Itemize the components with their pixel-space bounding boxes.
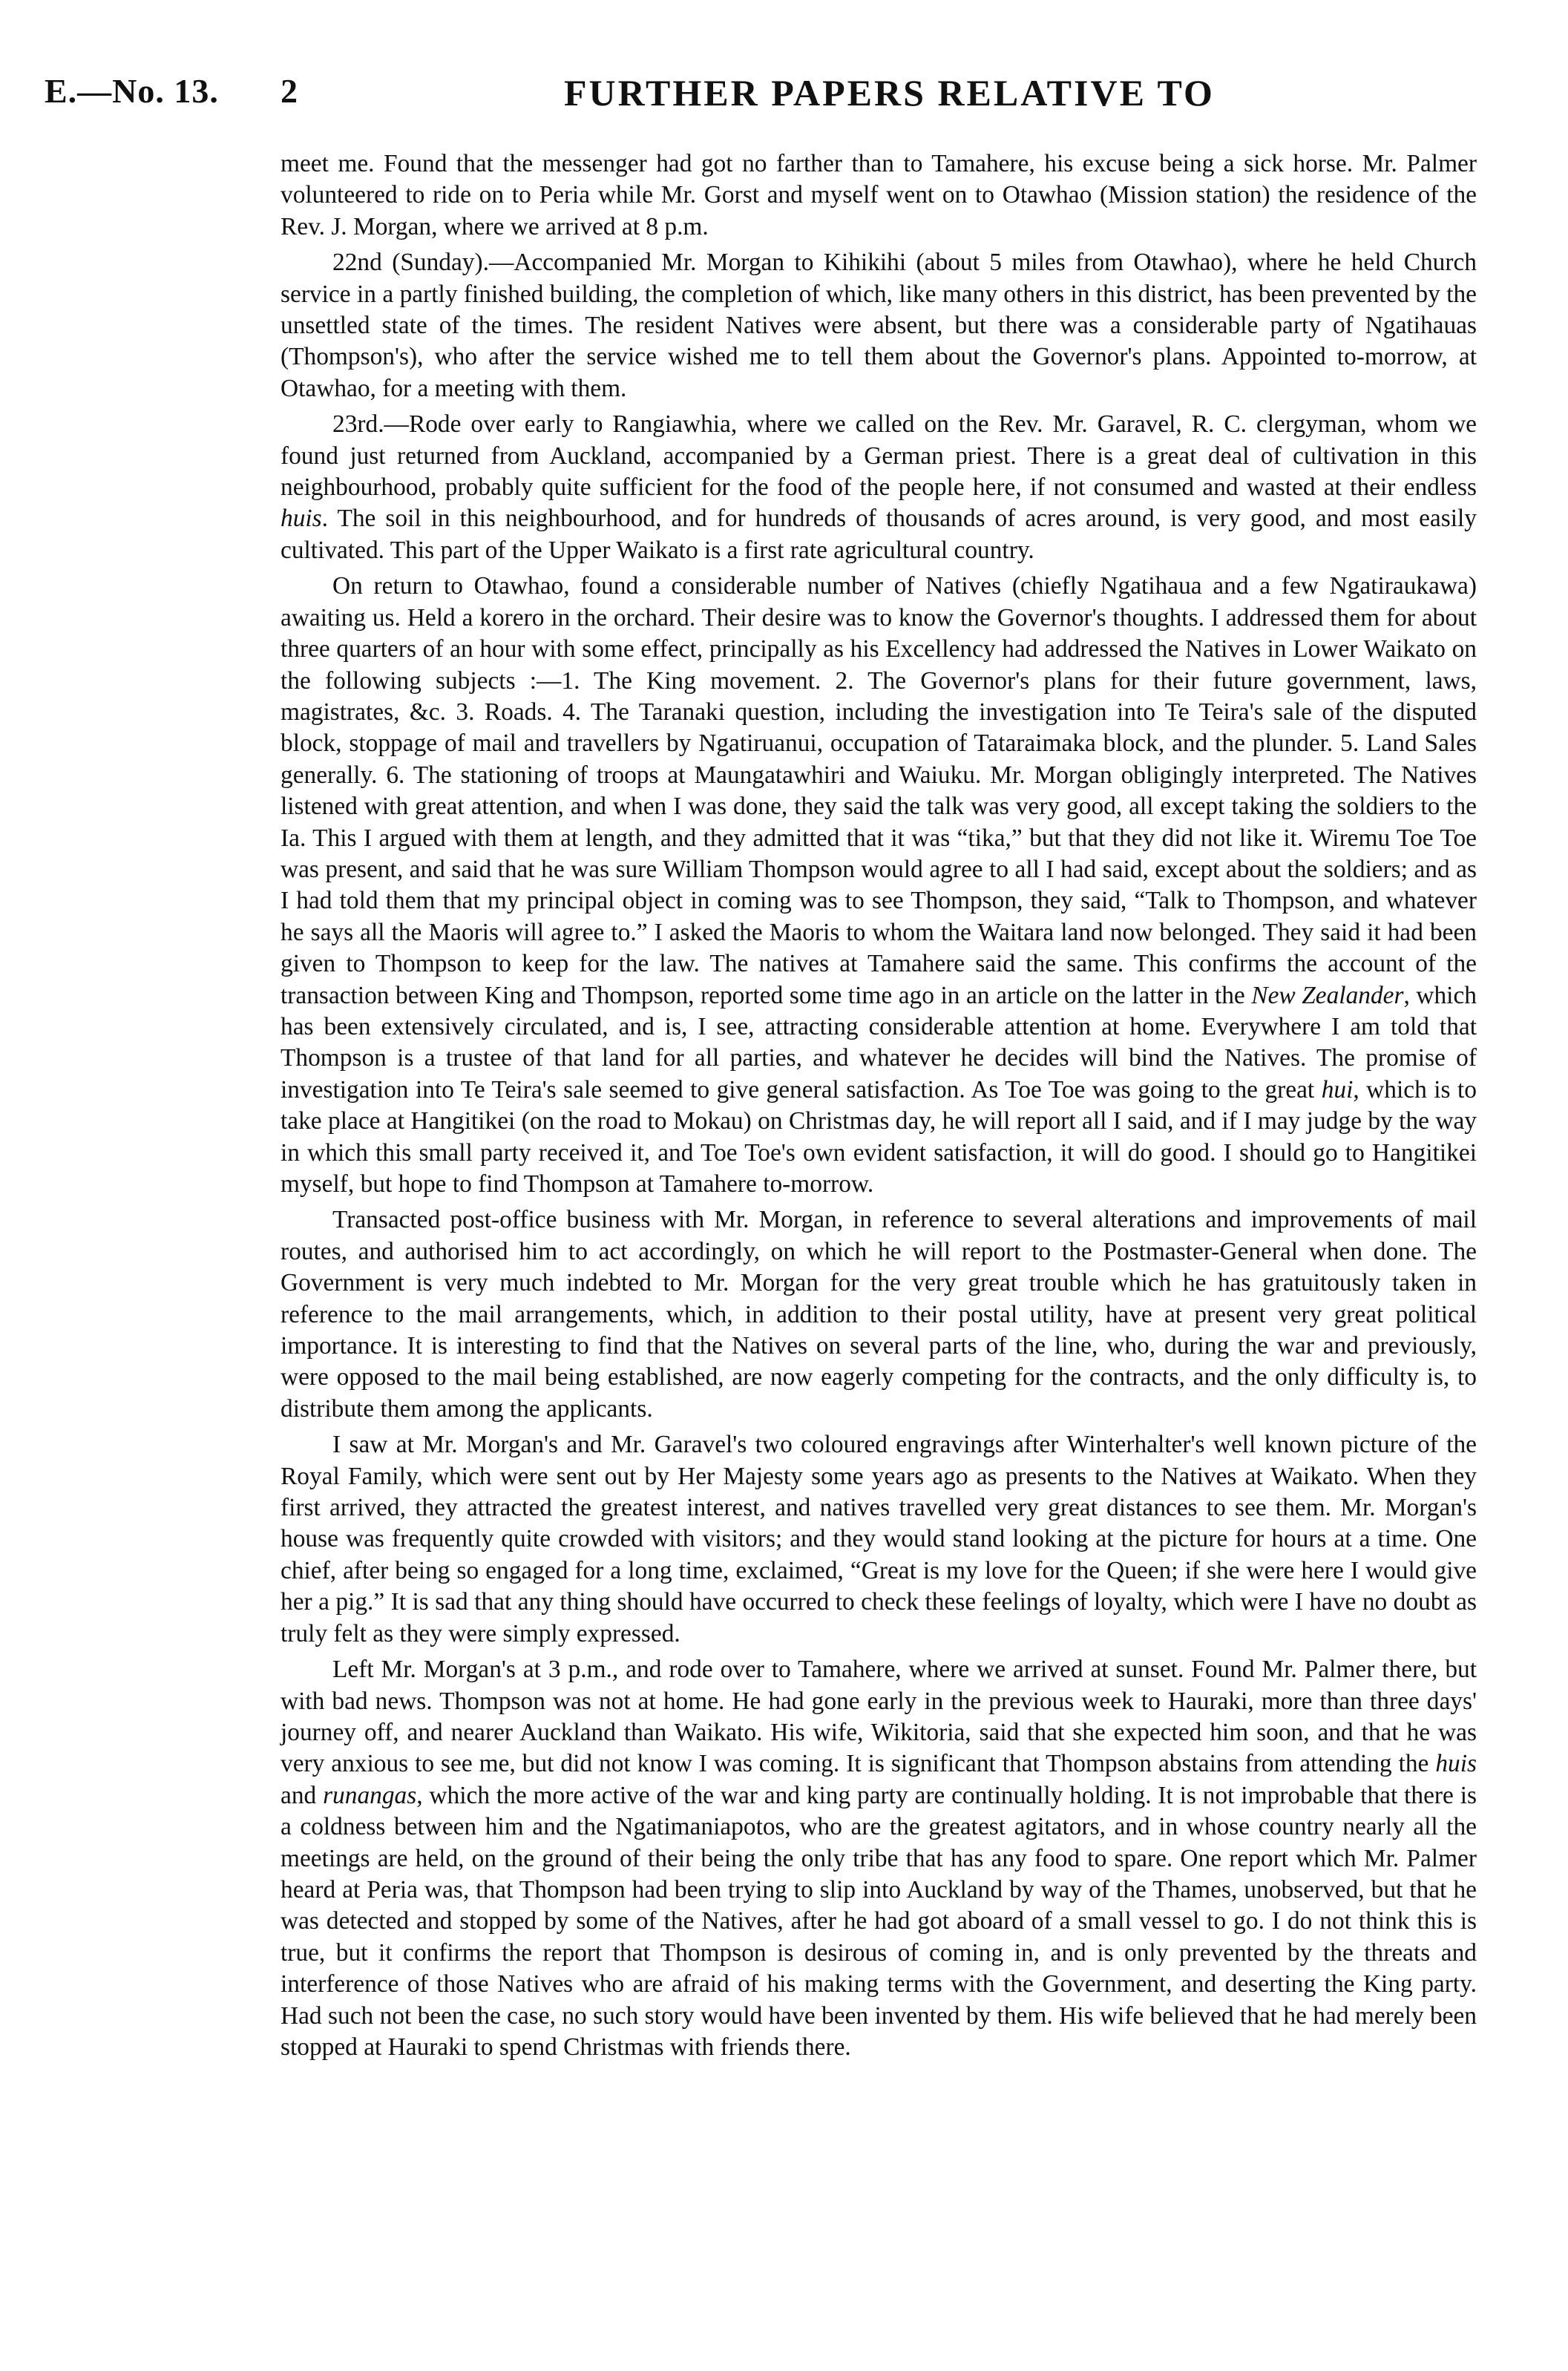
page-header <box>45 71 1521 131</box>
body-text <box>281 148 1477 2063</box>
italic-term: hui <box>1321 1075 1354 1103</box>
text-run: and <box>281 1781 324 1809</box>
paragraph <box>281 409 1477 566</box>
paragraph <box>281 571 1477 1200</box>
text-run: 23rd.—Rode over early to Rangiawhia, where we called on the Rev. Mr. Garavel, R. C. clergyman, whom we found just returned from Auckland, accompanied by a German priest. There is a great deal of cultivation in this neighbourhood, probably quite sufficient for the food of the people here, if not consumed and wasted at their endless <box>281 410 1477 502</box>
italic-term: New Zealander <box>1251 981 1404 1009</box>
paragraph <box>281 148 1477 243</box>
italic-term: runangas <box>323 1781 417 1809</box>
text-run: , which the more active of the war and king party are continually holding. It is not improbable that there is a coldness between him and the Ngatimaniapotos, who are the greatest agitators, and in whose country nearly all the meetings are held, on the ground of their being the only tribe that has any food to spare. One report which Mr. Palmer heard at Peria was, that Thompson had been trying to slip into Auckland by way of the Thames, unobserved, but that he was detected and stopped by some of the Natives, after he had got aboard of a small vessel to go. I do not think this is true, but it confirms the report that Thompson is desirous of coming in, and is only prevented by the threats and interference of those Natives who are afraid of his making terms with the Government, and deserting the King party. Had such not been the case, no such story would have been invented by them. His wife believed that he had merely been stopped at Hauraki to spend Christmas with friends there. <box>281 1781 1477 2061</box>
italic-term: huis <box>1435 1750 1477 1778</box>
text-run: I saw at Mr. Morgan's and Mr. Garavel's two coloured engravings after Winterhalter's well known picture of the Royal Family, which were sent out by Her Majesty some years ago as presents to the Natives at Waikato. When they first arrived, they attracted the greatest interest, and natives travelled very great distances to see them. Mr. Morgan's house was frequently quite crowded with visitors; and they would stand looking at the picture for hours at a time. One chief, after being so engaged for a long time, exclaimed, “Great is my love for the Queen; if she were here I would give her a pig.” It is sad that any thing should have occurred to check these feelings of loyalty, which were I have no doubt as truly felt as they were simply expressed. <box>281 1431 1477 1647</box>
text-run: , which has been extensively circulated, and is, I see, attracting considerable attention at home. Everywhere I am told that Thompson is a trustee of that land for all parties, and whatever he decides will bind the Natives. The promise of investigation into Te Teira's sale seemed to give general satisfaction. As Toe Toe was going to the great <box>281 981 1477 1103</box>
text-run: 22nd (Sunday).—Accompanied Mr. Morgan to Kihikihi (about 5 miles from Otawhao), where he held Church service in a partly finished building, the completion of which, like many others in this district, has been prevented by the unsettled state of the times. The resident Natives were absent, but there was a considerable party of Ngatihauas (Thompson's), who after the service wished me to tell them about the Governor's plans. Appointed to-morrow, at Otawhao, for a meeting with them. <box>281 249 1477 402</box>
paragraph <box>281 1204 1477 1425</box>
running-title: FURTHER PAPERS RELATIVE TO <box>564 72 1215 114</box>
text-run: On return to Otawhao, found a considerable number of Natives (chiefly Ngatihaua and a few Ngatiraukawa) awaiting us. Held a korero in the orchard. Their desire was to know the Governor's thoughts. I addressed them for about three quarters of an hour with some effect, principally as his Excellency had addressed the Natives in Lower Waikato on the following subjects :—1. The King movement. 2. The Governor's plans for their future government, laws, magistrates, &c. 3. Roads. 4. The Taranaki question, including the investigation into Te Teira's sale of the disputed block, stoppage of mail and travellers by Ngatiruanui, occupation of Tataraimaka block, and the plunder. 5. Land Sales generally. 6. The stationing of troops at Maungatawhiri and Waiuku. Mr. Morgan obligingly interpreted. The Natives listened with great attention, and when I was done, they said the talk was very good, all except taking the soldiers to the Ia. This I argued with them at length, and they admitted that it was “tika,” but that they did not like it. Wiremu Toe Toe was present, and said that he was sure William Thompson would agree to all I had said, except about the soldiers; and as I had told them that my principal object in coming was to see Thompson, they said, “Talk to Thompson, and whatever he says all the Maoris will agree to.” I asked the Maoris to whom the Waitara land now belonged. They said it had been given to Thompson to keep for the law. The natives at Tamahere said the same. This confirms the account of the transaction between King and Thompson, reported some time ago in an article on the latter in the <box>281 572 1477 1009</box>
paragraph <box>281 1654 1477 2063</box>
italic-term: huis <box>281 505 322 533</box>
text-run: meet me. Found that the messenger had got no farther than to Tamahere, his excuse being a sick horse. Mr. Palmer volunteered to ride on to Peria while Mr. Gorst and myself went on to Otawhao (Mission station) the residence of the Rev. J. Morgan, where we arrived at 8 p.m. <box>281 150 1477 240</box>
text-run: Left Mr. Morgan's at 3 p.m., and rode over to Tamahere, where we arrived at sunset. Found Mr. Palmer there, but with bad news. Thompson was not at home. He had gone early in the previous week to Hauraki, more than three days' journey off, and nearer Auckland than Waikato. His wife, Wikitoria, said that she expected him soon, and that he was very anxious to see me, but did not know I was coming. It is significant that Thompson abstains from attending the <box>281 1656 1477 1778</box>
paragraph <box>281 247 1477 404</box>
text-run: . The soil in this neighbourhood, and for hundreds of thousands of acres around, is very good, and most easily cultivated. This part of the Upper Waikato is a first rate agricultural country. <box>281 505 1477 564</box>
page-number: 2 <box>281 72 298 110</box>
text-run: , which is to take place at Hangitikei (on the road to Mokau) on Christmas day, he will report all I said, and if I may judge by the way in which this small party received it, and Toe Toe's own evident satisfaction, it will do good. I should go to Hangitikei myself, but hope to find Thompson at Tamahere to-morrow. <box>281 1075 1477 1198</box>
paragraph <box>281 1429 1477 1650</box>
text-run: Transacted post-office business with Mr. Morgan, in reference to several alterations and improvements of mail routes, and authorised him to act accordingly, on which he will report to the Postmaster-General when done. The Government is very much indebted to Mr. Morgan for the very great trouble which he has gratuitously taken in reference to the mail arrangements, which, in addition to their postal utility, have at present very great political importance. It is interesting to find that the Natives on several parts of the line, who, during the war and previously, were opposed to the mail being established, are now eagerly competing for the contracts, and the only difficulty is, to distribute them among the applicants. <box>281 1206 1477 1423</box>
document-reference: E.—No. 13. <box>45 72 219 110</box>
